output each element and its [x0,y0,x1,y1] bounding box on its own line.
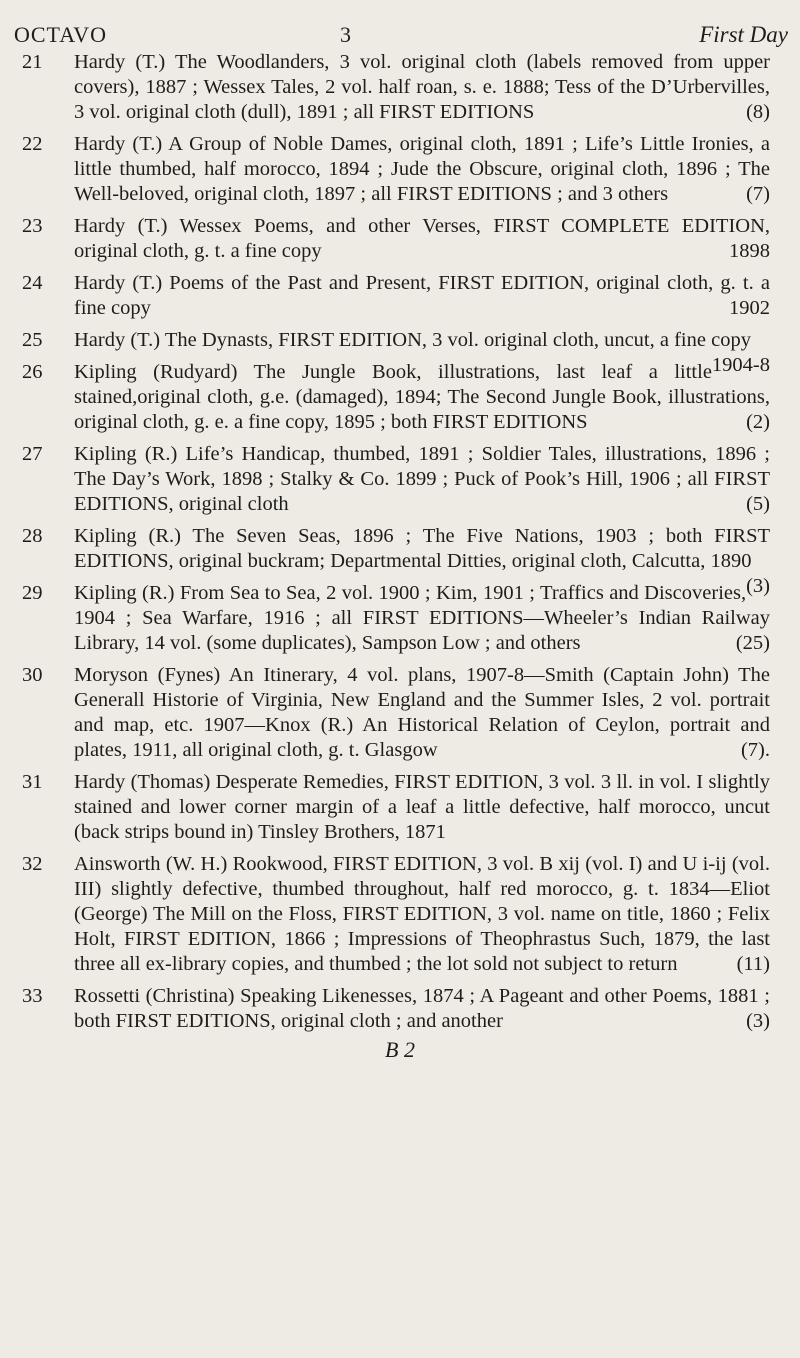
lot-description [74,132,770,207]
lot-quantity: (8) [746,101,770,123]
lot-number: 21 [22,51,43,73]
lot-quantity: (2) [746,411,770,433]
lot-quantity: 1898 [729,240,770,262]
lot-text: Hardy (T.) The Dynasts, FIRST EDITION, 3 vol. original cloth, uncut, a fine copy [74,329,751,351]
lot-description [74,581,770,656]
lot-quantity: (5) [746,493,770,515]
lot-number: 31 [22,771,43,793]
signature-mark: B 2 [385,1037,415,1062]
lot-text: Ainsworth (W. H.) Rookwood, FIRST EDITION, 3 vol. B xij (vol. I) and U i-ij (vol. III) slightly defective, thumbed throughout, half red morocco, g. t. 1834—Eliot (George) The Mill on the Floss, FIRST EDITION, 3 vol. name on title, 1860 ; Felix Holt, FIRST EDITION, 1866 ; Impressions of Theophrastus Such, 1879, the last three all ex-library copies, and thumbed ; the lot sold not subject to return [74,853,770,975]
lot-number: 26 [22,361,43,383]
lot-description [74,770,770,845]
lot-number: 27 [22,443,43,465]
lot-quantity: (3) [746,1010,770,1032]
lot-quantity: 1902 [729,297,770,319]
lot-text: Hardy (Thomas) Desperate Remedies, FIRST EDITION, 3 vol. 3 ll. in vol. I slightly stained and lower corner margin of a leaf a little defective, half morocco, uncut (back strips bound in) Tinsley Brothers, 1871 [74,771,770,843]
lot-description [74,852,770,977]
lot-quantity: (3) [746,575,770,597]
lot-entry [0,770,800,845]
lot-text: Hardy (T.) Poems of the Past and Present, FIRST EDITION, original cloth, g. t. a fine copy [74,272,770,319]
page-number: 3 [340,22,351,47]
lot-description [74,984,770,1034]
lot-entry [0,132,800,207]
lot-number: 29 [22,582,43,604]
lot-description [74,50,770,125]
lot-number: 25 [22,329,43,351]
lot-description [74,360,770,435]
lot-entry [0,852,800,977]
lot-quantity: 1904-8 [711,354,770,376]
lot-text: Kipling (Rudyard) The Jungle Book, illustrations, last leaf a little stained,original cloth, g.e. (damaged), 1894; The Second Jungle Book, illustrations, original cloth, g. e. a fine copy, 1895 ; both FIRST EDITIONS [74,361,770,433]
lot-list [0,50,800,1041]
lot-text: Kipling (R.) The Seven Seas, 1896 ; The Five Nations, 1903 ; both FIRST EDITIONS, original buckram; Departmental Ditties, original cloth, Calcutta, 1890 [74,525,770,572]
lot-entry [0,214,800,264]
lot-description [74,214,770,264]
lot-description [74,442,770,517]
lot-number: 22 [22,133,43,155]
lot-number: 30 [22,664,43,686]
lot-description [74,328,770,376]
lot-quantity: (11) [736,953,770,975]
lot-text: Hardy (T.) Wessex Poems, and other Verses, FIRST COMPLETE EDITION, original cloth, g. t. a fine copy [74,215,770,262]
lot-quantity: (25) [735,632,770,654]
header-day: First Day [699,22,788,47]
lot-entry [0,663,800,763]
lot-number: 28 [22,525,43,547]
lot-number: 24 [22,272,43,294]
header-format: OCTAVO [14,22,108,47]
lot-text: Kipling (R.) Life’s Handicap, thumbed, 1891 ; Soldier Tales, illustrations, 1896 ; The Day’s Work, 1898 ; Stalky & Co. 1899 ; Puck of Pook’s Hill, 1906 ; all FIRST EDITIONS, original cloth [74,443,770,515]
lot-description [74,271,770,321]
lot-number: 33 [22,985,43,1007]
lot-description [74,663,770,763]
lot-text: Hardy (T.) The Woodlanders, 3 vol. original cloth (labels removed from upper covers), 1887 ; Wessex Tales, 2 vol. half roan, s. e. 1888; Tess of the D’Urbervilles, 3 vol. original cloth (dull), 1891 ; all FIRST EDITIONS [74,51,770,123]
lot-text: Hardy (T.) A Group of Noble Dames, original cloth, 1891 ; Life’s Little Ironies, a little thumbed, half morocco, 1894 ; Jude the Obscure, original cloth, 1896 ; The Well-beloved, original cloth, 1897 ; all FIRST EDITIONS ; and 3 others [74,133,770,205]
lot-entry [0,984,800,1034]
lot-entry [0,442,800,517]
lot-entry [0,50,800,125]
lot-text: Kipling (R.) From Sea to Sea, 2 vol. 1900 ; Kim, 1901 ; Traffics and Discoveries, 1904 ; Sea Warfare, 1916 ; all FIRST EDITIONS—Wheeler’s Indian Railway Library, 14 vol. (some duplicates), Sampson Low ; and others [74,582,770,654]
lot-entry [0,271,800,321]
lot-text: Rossetti (Christina) Speaking Likenesses, 1874 ; A Pageant and other Poems, 1881 ; both FIRST EDITIONS, original cloth ; and another [74,985,770,1032]
lot-description [74,524,770,597]
lot-number: 23 [22,215,43,237]
lot-entry [0,360,800,435]
lot-quantity: (7) [746,183,770,205]
lot-quantity: (7). [740,739,770,761]
lot-text: Moryson (Fynes) An Itinerary, 4 vol. plans, 1907-8—Smith (Captain John) The Generall Historie of Virginia, New England and the Summer Isles, 2 vol. portrait and map, etc. 1907—Knox (R.) An Historical Relation of Ceylon, portrait and plates, 1911, all original cloth, g. t. Glasgow [74,664,770,761]
lot-number: 32 [22,853,43,875]
lot-entry [0,581,800,656]
